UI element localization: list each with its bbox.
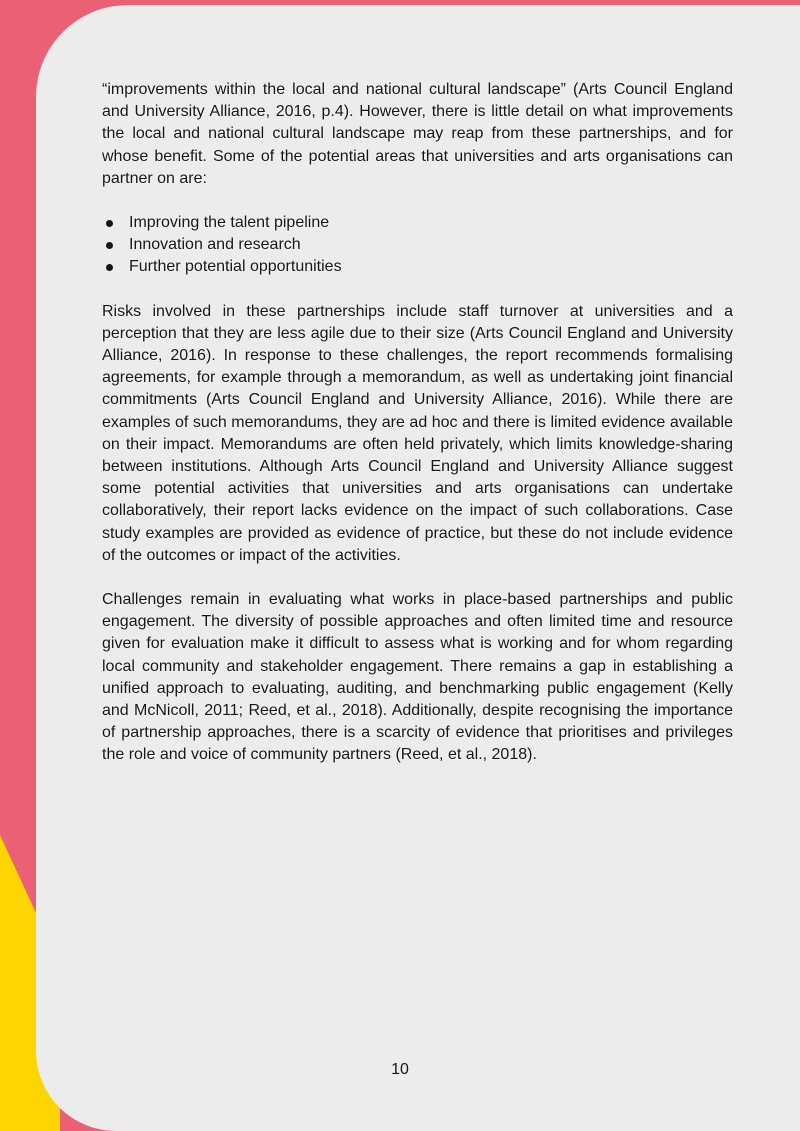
risks-paragraph: Risks involved in these partnerships include staff turnover at universities and a perception that they are less agile due to their size (Arts Council England and University Alliance, 2016). In response to these challenges, the report recommends formalising agreements, for example through a memorandum, as well as undertaking joint financial commitments (Arts Council England and University Alliance, 2016). While there are examples of such memorandums, they are ad hoc and there is limited evidence available on their impact. Memorandums are often held privately, which limits knowledge-sharing between institutions. Although Arts Council England and University Alliance suggest some potential activities that universities and arts organisations can undertake collaboratively, their report lacks evidence on the impact of such collaborations. Case study examples are provided as evidence of practice, but these do not include evidence of the outcomes or impact of the activities. bbox=[102, 302, 733, 564]
bullet-icon bbox=[106, 242, 113, 249]
list-item bbox=[102, 212, 733, 234]
intro-paragraph: “improvements within the local and national cultural landscape” (Arts Council England and University Alliance, 2016, p.4). However, there is little detail on what improvements the local and national cultural landscape may reap from these partnerships, and for whose benefit. Some of the potential areas that universities and arts organisations can partner on are: bbox=[102, 81, 733, 187]
partnership-areas-list bbox=[102, 212, 733, 279]
list-item-text: Further potential opportunities bbox=[129, 258, 342, 276]
list-item-text: Innovation and research bbox=[129, 236, 301, 254]
list-item-text: Improving the talent pipeline bbox=[129, 214, 330, 232]
page-number: 10 bbox=[391, 1061, 409, 1078]
list-item bbox=[102, 256, 733, 278]
challenges-paragraph: Challenges remain in evaluating what works in place-based partnerships and public engagement. The diversity of possible approaches and often limited time and resource given for evaluation make it difficult to assess what is working and for whom regarding local community and stakeholder engagement. There remains a gap in establishing a unified approach to evaluating, auditing, and benchmarking public engagement (Kelly and McNicoll, 2011; Reed, et al., 2018). Additionally, despite recognising the importance of partnership approaches, there is a scarcity of evidence that prioritises and privileges the role and voice of community partners (Reed, et al., 2018). bbox=[102, 591, 733, 764]
list-item bbox=[102, 234, 733, 256]
bullet-icon bbox=[106, 264, 113, 271]
page-content bbox=[102, 79, 733, 767]
bullet-icon bbox=[106, 220, 113, 227]
